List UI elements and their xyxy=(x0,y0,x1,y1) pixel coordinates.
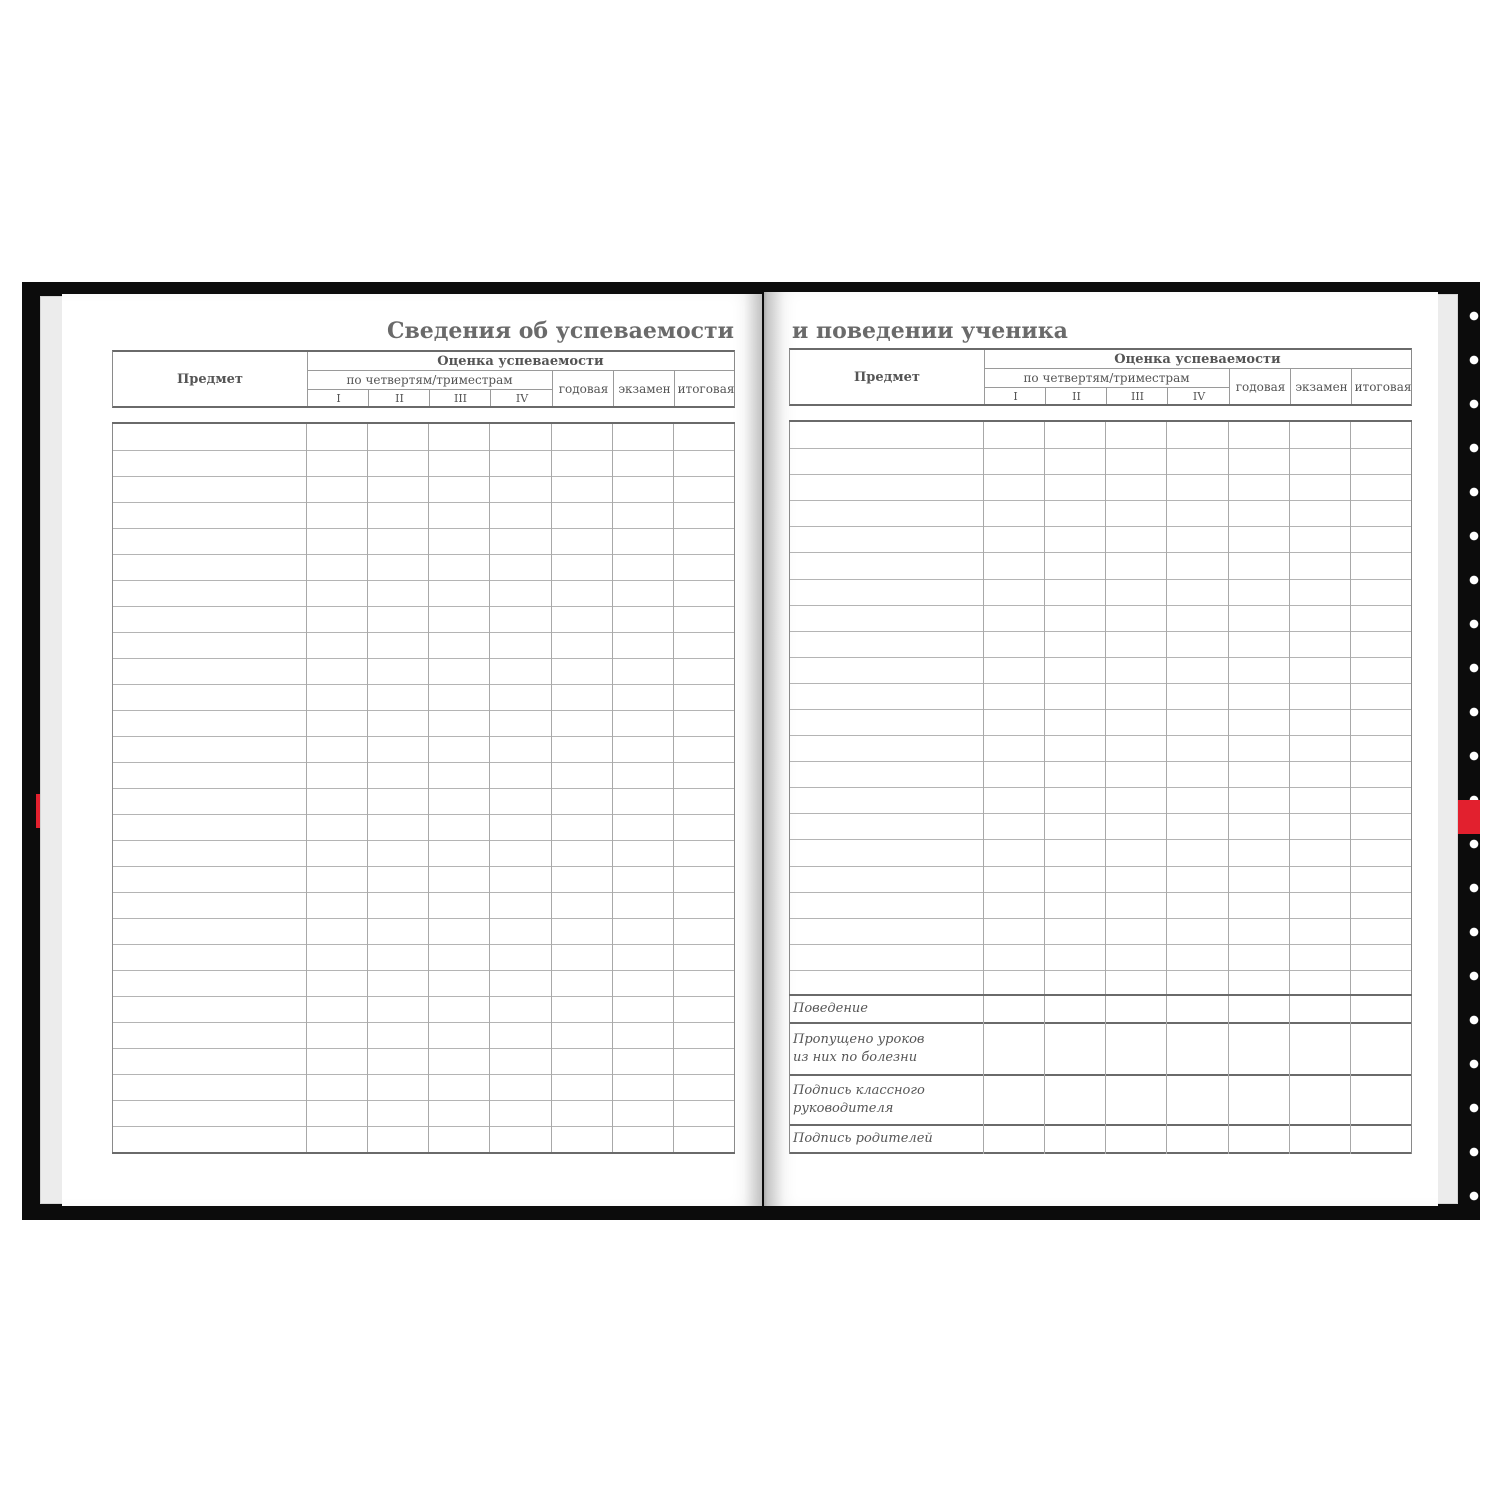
grid-row-line xyxy=(112,580,735,581)
quarters-header: по четвертям/триместрам xyxy=(307,371,552,390)
grid-row-line xyxy=(112,944,735,945)
grid-row-line xyxy=(789,605,1412,606)
grid-row-line xyxy=(112,788,735,789)
grid-row-line xyxy=(789,892,1412,893)
grid-column-line xyxy=(428,424,429,1152)
parents-signature-row xyxy=(789,1126,1412,1154)
grid-row-line xyxy=(789,500,1412,501)
grid-row-line xyxy=(112,502,735,503)
grid-column-line xyxy=(551,424,552,1152)
quarter-4-header: IV xyxy=(490,390,553,406)
quarter-1-header: I xyxy=(307,390,369,406)
grid-row-line xyxy=(112,450,735,451)
grid-row-line xyxy=(789,448,1412,449)
parents-signature-label xyxy=(793,1126,979,1152)
footer-column-line xyxy=(1044,996,1045,1154)
quarter-1-header: I xyxy=(984,388,1046,404)
missed-lessons-row xyxy=(789,1024,1412,1076)
grid-row-line xyxy=(789,709,1412,710)
grid-row-line xyxy=(789,735,1412,736)
teacher-signature-row xyxy=(789,1076,1412,1126)
grid-row-line xyxy=(112,1048,735,1049)
grid-column-line xyxy=(1350,422,1351,996)
grid-row-line xyxy=(789,526,1412,527)
grid-row-line xyxy=(112,996,735,997)
teacher-signature-label-line-2: руководителя xyxy=(793,1101,894,1116)
footer-column-line xyxy=(1350,996,1351,1154)
grid-column-line xyxy=(489,424,490,1152)
grid-column-line xyxy=(1166,422,1167,996)
grid-row-line xyxy=(789,761,1412,762)
quarter-2-header: II xyxy=(1045,388,1107,404)
grid-row-line xyxy=(112,710,735,711)
grid-column-line xyxy=(673,424,674,1152)
grid-row-line xyxy=(789,579,1412,580)
grid-row-line xyxy=(112,606,735,607)
grid-column-line xyxy=(1411,422,1412,996)
grid-row-line xyxy=(112,632,735,633)
footer-column-line xyxy=(1105,996,1106,1154)
quarter-4-header: IV xyxy=(1167,388,1230,404)
behavior-label-line: Поведение xyxy=(793,1001,868,1016)
missed-sick-label-line: из них по болезни xyxy=(793,1050,918,1065)
annual-header: годовая xyxy=(552,371,614,406)
footer-column-line xyxy=(1411,996,1412,1154)
footer-column-line xyxy=(1289,996,1290,1154)
teacher-signature-label xyxy=(793,1076,979,1124)
subject-header: Предмет xyxy=(113,352,308,406)
quarter-3-header: III xyxy=(429,390,491,406)
grades-header: Оценка успеваемости xyxy=(307,352,734,371)
grid-column-line xyxy=(983,422,984,996)
quarter-3-header: III xyxy=(1106,388,1168,404)
quarters-header: по четвертям/триместрам xyxy=(984,369,1229,388)
grid-column-line xyxy=(306,424,307,1152)
grid-column-line xyxy=(367,424,368,1152)
behavior-row xyxy=(789,996,1412,1024)
teacher-signature-label-line: Подпись классного xyxy=(793,1083,925,1098)
behavior-rows xyxy=(789,994,1412,1154)
quarter-2-header: II xyxy=(368,390,430,406)
grid-row-line xyxy=(112,1126,735,1127)
grid-row-line xyxy=(789,552,1412,553)
grid-column-line xyxy=(1105,422,1106,996)
missed-lessons-label-line: Пропущено уроков xyxy=(793,1032,925,1047)
grid-row-line xyxy=(789,839,1412,840)
grid-row-line xyxy=(112,736,735,737)
grid-row-line xyxy=(112,554,735,555)
grid-row-line xyxy=(112,762,735,763)
grid-row-line xyxy=(112,658,735,659)
footer-column-line xyxy=(1166,996,1167,1154)
right-page-title: и поведении ученика xyxy=(792,318,1068,344)
grid-row-line xyxy=(789,866,1412,867)
grid-row-line xyxy=(112,892,735,893)
grid-row-line xyxy=(112,684,735,685)
grid-row-line xyxy=(112,1022,735,1023)
grid-column-line xyxy=(1044,422,1045,996)
grid-row-line xyxy=(112,476,735,477)
footer-column-line xyxy=(789,996,790,1154)
grid-column-line xyxy=(1289,422,1290,996)
behavior-label xyxy=(793,996,979,1022)
subject-header: Предмет xyxy=(790,350,985,404)
parents-signature-label-line: Подпись родителей xyxy=(793,1131,933,1146)
grid-column-line xyxy=(1228,422,1229,996)
grid-row-line xyxy=(789,970,1412,971)
grid-row-line xyxy=(789,631,1412,632)
book-gutter xyxy=(744,292,784,1206)
grades-grid-left xyxy=(112,422,735,1154)
grid-row-line xyxy=(789,918,1412,919)
grades-header-right xyxy=(789,348,1412,406)
footer-column-line xyxy=(983,996,984,1154)
grades-header-left xyxy=(112,350,735,408)
grid-row-line xyxy=(789,813,1412,814)
exam-header: экзамен xyxy=(1290,369,1352,404)
left-page-title: Сведения об успеваемости xyxy=(386,318,734,344)
grid-row-line xyxy=(789,787,1412,788)
final-header: итоговая xyxy=(1351,369,1414,404)
grid-column-line xyxy=(789,422,790,996)
grid-column-line xyxy=(112,424,113,1152)
grid-row-line xyxy=(112,1074,735,1075)
page-edges-left xyxy=(40,296,64,1204)
exam-header: экзамен xyxy=(613,371,675,406)
grid-row-line xyxy=(112,970,735,971)
grades-header: Оценка успеваемости xyxy=(984,350,1411,369)
annual-header: годовая xyxy=(1229,369,1291,404)
grid-row-line xyxy=(112,1100,735,1101)
grid-column-line xyxy=(612,424,613,1152)
grid-row-line xyxy=(112,918,735,919)
grid-row-line xyxy=(112,866,735,867)
bookmark-ribbon-right xyxy=(1458,800,1480,834)
grid-row-line xyxy=(112,814,735,815)
final-header: итоговая xyxy=(674,371,737,406)
grid-row-line xyxy=(112,528,735,529)
grades-grid-right xyxy=(789,420,1412,996)
footer-column-line xyxy=(1228,996,1229,1154)
grid-row-line xyxy=(112,840,735,841)
grid-row-line xyxy=(789,657,1412,658)
grid-row-line xyxy=(789,944,1412,945)
grid-row-line xyxy=(789,474,1412,475)
missed-lessons-label xyxy=(793,1024,979,1074)
grid-row-line xyxy=(789,683,1412,684)
grid-column-line xyxy=(734,424,735,1152)
